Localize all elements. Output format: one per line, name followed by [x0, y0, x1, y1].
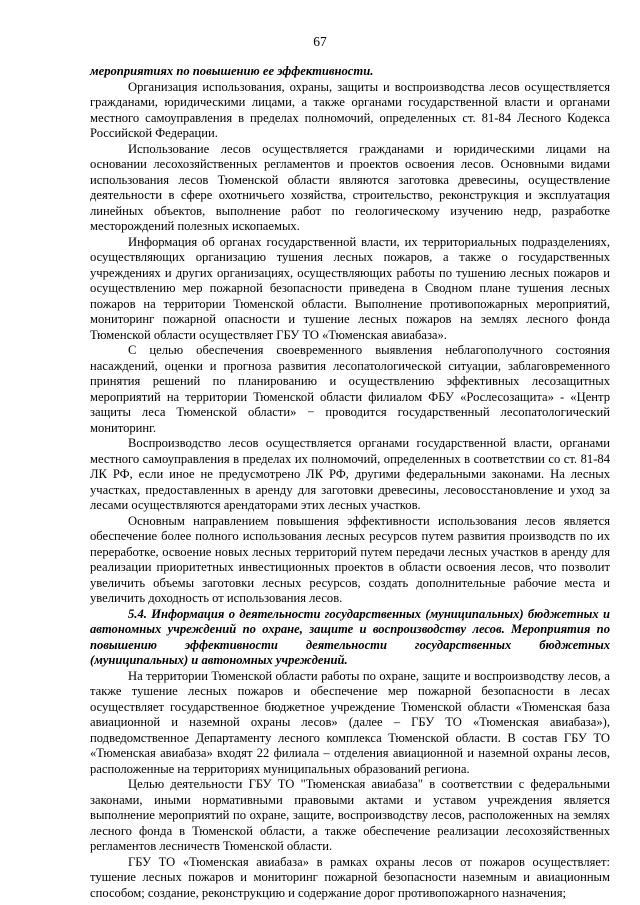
body-paragraph: Организация использования, охраны, защиты и воспроизводства лесов осуществляется гражданами, юридическими лицами, а также органами государственной власти и органами местного самоуправления в пределах полномочий, определенных ст. 81-84 Лесного Кодекса Российской Федерации.	[90, 79, 610, 140]
body-paragraph: Воспроизводство лесов осуществляется органами государственной власти, органами местного самоуправления в пределах их полномочий, определенных в соответствии со ст. 81-84 ЛК РФ, если иное не предусмотрено ЛК РФ, другими федеральными законами. На лесных участках, предоставленных в аренду для заготовки древесины, лесовосстановление и уход за лесами осуществляются арендаторами этих лесных участков.	[90, 436, 610, 512]
heading-continuation: мероприятиях по повышению ее эффективности.	[90, 64, 374, 78]
page-number: 67	[313, 34, 327, 49]
body-paragraph: ГБУ ТО «Тюменская авиабаза» в рамках охраны лесов от пожаров осуществляет: тушение лесных пожаров и мониторинг пожарной безопасности наземным и авиационным способом; создание, реконструкцию и содержание дорог противопожарного назначения;	[90, 854, 610, 900]
body-paragraph: На территории Тюменской области работы по охране, защите и воспроизводству лесов, а также тушение лесных пожаров и обеспечение мер пожарной безопасности в лесах осуществляет государственное бюджетное учреждение Тюменской области «Тюменская база авиационной и наземной охраны лесов» (далее – ГБУ ТО «Тюменская авиабаза»), подведомственное Департаменту лесного комплекса Тюменской области. В состав ГБУ ТО «Тюменская авиабаза» входят 22 филиала – отделения авиационной и наземной охраны лесов, расположенные на территориях муниципальных образований региона.	[90, 668, 610, 776]
page-body	[90, 64, 610, 901]
body-paragraph: Целью деятельности ГБУ ТО "Тюменская авиабаза" в соответствии с федеральными законами, иными нормативными правовыми актами и уставом учреждения является выполнение мероприятий по охране, защите, воспроизводству лесов, расположенных на землях лесного фонда в Тюменской области, а также обеспечение реализации лесохозяйственных регламентов лесничеств Тюменской области.	[90, 777, 610, 853]
body-paragraph: Информация об органах государственной власти, их территориальных подразделениях, осуществляющих организацию тушения лесных пожаров, а также о государственных учреждениях и других организациях, осуществляющих работы по тушению лесных пожаров и осуществлению мер пожарной безопасности приведена в Сводном плане тушения лесных пожаров на территории Тюменской области. Выполнение противопожарных мероприятий, мониторинг пожарной опасности и тушение лесных пожаров на землях лесного фонда Тюменской области осуществляет ГБУ ТО «Тюменская авиабаза».	[90, 234, 610, 342]
body-paragraph: С целью обеспечения своевременного выявления неблагополучного состояния насаждений, оценки и прогноза развития лесопатологической ситуации, заблаговременного принятия решений по планированию и осуществлению эффективных лесозащитных мероприятий на территории Тюменской области филиалом ФБУ «Рослесозащита» - «Центр защиты леса Тюменской области» − проводится государственный лесопатологический мониторинг.	[90, 343, 610, 435]
body-paragraph: Использование лесов осуществляется гражданами и юридическими лицами на основании лесохозяйственных регламентов и проектов освоения лесов. Основными видами использования лесов Тюменской области являются заготовка древесины, осуществление деятельности в сфере охотничьего хозяйства, строительство, реконструкция и эксплуатация линейных объектов, выполнение работ по геологическому изучению недр, разработке месторождений полезных ископаемых.	[90, 141, 610, 233]
body-paragraph: Основным направлением повышения эффективности использования лесов является обеспечение более полного использования лесных ресурсов путем развития производств по их переработке, освоение новых лесных территорий путем передачи лесных участков в аренду для реализации приоритетных инвестиционных проектов в области освоения лесов, что позволит увеличить объемы заготовки лесных ресурсов, создать дополнительные рабочие места и увеличить доходность от использования лесов.	[90, 513, 610, 605]
section-heading: 5.4. Информация о деятельности государственных (муниципальных) бюджетных и автономных учреждений по охране, защите и воспроизводству лесов. Мероприятия по повышению эффективности деятельности государственных бюджетных (муниципальных) и автономных учреждений.	[90, 606, 610, 667]
